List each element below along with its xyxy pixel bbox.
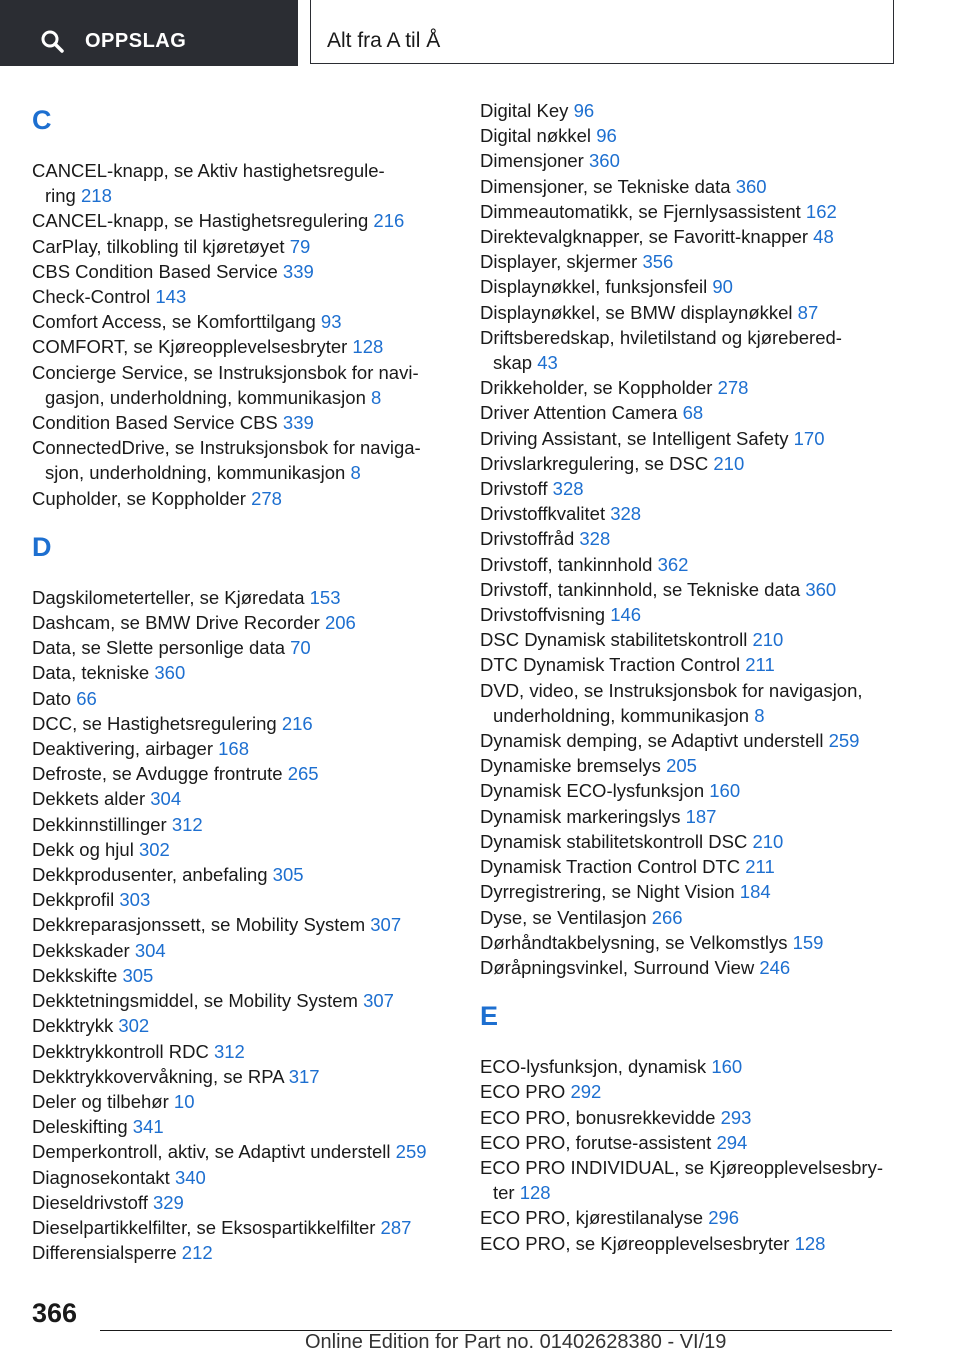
index-entry (32, 660, 452, 685)
page-link[interactable]: 259 (395, 1141, 427, 1163)
index-entry-text: Drivslarkregulering, se DSC (480, 452, 709, 474)
index-column-left (32, 98, 452, 1265)
index-entry (32, 736, 452, 761)
page-link[interactable]: 68 (682, 402, 704, 424)
index-entry-text: DSC Dynamisk stabilitetskontroll (480, 629, 748, 651)
index-entry-text: Dieseldrivstoff (32, 1191, 148, 1213)
page-link[interactable]: 259 (828, 730, 860, 752)
index-entry-text: Data, se Slette personlige data (32, 637, 285, 659)
page-link[interactable]: 212 (181, 1242, 213, 1264)
page-link[interactable]: 206 (324, 612, 356, 634)
page-link[interactable]: 307 (363, 990, 394, 1012)
page-link[interactable]: 160 (711, 1056, 743, 1078)
index-entry-text: Drivstoff (480, 478, 548, 500)
page-link[interactable]: 8 (754, 704, 765, 726)
index-entry (32, 912, 452, 937)
index-letter-heading: D (32, 531, 52, 562)
page-link[interactable]: 153 (309, 586, 341, 608)
index-entry (32, 1064, 452, 1089)
page-link[interactable]: 170 (793, 427, 825, 449)
index-entry (480, 1105, 920, 1130)
index-entry (480, 400, 920, 425)
index-entry-text: CBS Condition Based Service (32, 260, 278, 282)
index-entry-text: Dørhåndtakbelysning, se Velkomstlys (480, 931, 788, 953)
page-link[interactable]: 360 (805, 578, 837, 600)
index-entry-text: Displayer, skjermer (480, 251, 638, 273)
section-title-tab[interactable] (310, 0, 894, 64)
page-link[interactable]: 265 (287, 763, 319, 785)
index-entry (480, 249, 920, 274)
page-link[interactable]: 146 (610, 604, 642, 626)
page-link[interactable]: 210 (713, 452, 745, 474)
index-entry-text: Displaynøkkel, funksjonsfeil (480, 276, 708, 298)
page-link[interactable]: 360 (735, 175, 767, 197)
index-entry-text: Dashcam, se BMW Drive Recorder (32, 612, 320, 634)
index-entry-text: Dynamisk demping, se Adaptivt understell (480, 730, 824, 752)
index-entry (32, 1114, 452, 1139)
section-tab-label: OPPSLAG (85, 30, 187, 52)
index-entry (32, 259, 452, 284)
index-entry (480, 652, 920, 677)
index-entry-continuation: ring (45, 185, 76, 207)
index-entry-text: Data, tekniske (32, 662, 150, 684)
index-entry (32, 761, 452, 786)
page-link[interactable]: 48 (813, 226, 834, 248)
index-entry (480, 451, 920, 476)
index-entry-text: Dekkskader (32, 939, 130, 961)
index-entry-text: Drikkeholder, se Koppholder (480, 377, 713, 399)
page-link[interactable]: 8 (371, 386, 382, 408)
index-entry (32, 812, 452, 837)
index-entry-text: Cupholder, se Koppholder (32, 487, 246, 509)
index-entry (480, 174, 920, 199)
page-link[interactable]: 96 (596, 125, 617, 147)
page-link[interactable]: 128 (519, 1182, 551, 1204)
page-link[interactable]: 128 (794, 1232, 826, 1254)
index-entry-text: Deleskifting (32, 1116, 128, 1138)
index-entry (480, 627, 920, 652)
index-entry-text: Dekkskifte (32, 964, 118, 986)
index-entry-text: Digital Key (480, 100, 569, 121)
section-tab[interactable] (0, 0, 298, 66)
index-entry-text: Dekkprodusenter, anbefaling (32, 864, 268, 886)
page-link[interactable]: 216 (373, 210, 405, 232)
index-entry (32, 1215, 452, 1240)
index-entry (480, 829, 920, 854)
index-entry (480, 476, 920, 501)
page-link[interactable]: 87 (797, 301, 819, 323)
page-link[interactable]: 339 (282, 260, 314, 282)
index-entry-text: ECO PRO, se Kjøreopplevelsesbryter (480, 1232, 790, 1254)
index-entry (480, 199, 920, 224)
index-entry-continuation: sjon, underholdning, kommunikasjon (45, 462, 346, 484)
index-entry-text: Drivstoffvisning (480, 604, 606, 626)
page-link[interactable]: 304 (150, 788, 182, 810)
index-entry-continuation: underholdning, kommunikasjon (493, 704, 750, 726)
page-link[interactable]: 294 (716, 1131, 748, 1153)
page-link[interactable]: 159 (792, 931, 824, 953)
page-link[interactable]: 168 (218, 738, 249, 760)
index-entry-text: Døråpningsvinkel, Surround View (480, 956, 755, 978)
page-link[interactable]: 293 (720, 1106, 752, 1128)
index-entry (32, 988, 452, 1013)
index-entry (480, 375, 920, 400)
index-entry (32, 711, 452, 736)
page-link[interactable]: 216 (281, 712, 313, 734)
index-entry-text: Dato (32, 687, 72, 709)
index-entry-text: Dagskilometerteller, se Kjøredata (32, 586, 305, 608)
page-link[interactable]: 287 (380, 1216, 412, 1238)
page-link[interactable]: 210 (752, 629, 784, 651)
index-entry-text: Comfort Access, se Komforttilgang (32, 311, 316, 333)
index-entry (32, 158, 452, 208)
index-entry-text: Drivstoffråd (480, 528, 575, 550)
index-entry-text: Dieselpartikkelfilter, se Eksospartikkelfilter (32, 1216, 376, 1238)
index-entry (480, 1231, 920, 1256)
index-entry-text: Dynamisk stabilitetskontroll DSC (480, 830, 748, 852)
index-entry (480, 426, 920, 451)
page-link[interactable]: 205 (666, 755, 697, 777)
page-link[interactable]: 312 (213, 1040, 245, 1062)
page-link[interactable]: 360 (154, 662, 186, 684)
index-entry (480, 778, 920, 803)
index-entry (480, 854, 920, 879)
index-entry-text: Deler og tilbehør (32, 1090, 169, 1112)
index-entry (480, 552, 920, 577)
index-entry-text: ECO PRO INDIVIDUAL, se Kjøreopplevelsesbry- (480, 1156, 884, 1178)
index-entry (480, 804, 920, 829)
index-entry-text: Driving Assistant, se Intelligent Safety (480, 427, 789, 449)
index-entry-text: Dekkets alder (32, 788, 146, 810)
index-letter-heading: C (32, 105, 52, 135)
page-link[interactable]: 278 (717, 377, 749, 399)
page-link[interactable]: 79 (289, 235, 311, 257)
section-title: Alt fra A til Å (327, 29, 441, 52)
page-link[interactable]: 266 (651, 906, 683, 928)
index-entry-text: Dyse, se Ventilasjon (480, 906, 647, 928)
page-link[interactable]: 303 (119, 889, 151, 911)
index-entry-text: ConnectedDrive, se Instruksjonsbok for naviga- (32, 437, 421, 459)
index-entry (32, 334, 452, 359)
index-entry (32, 1240, 452, 1265)
index-entry-text: Dynamisk Traction Control DTC (480, 856, 741, 878)
index-entry (480, 1155, 920, 1205)
index-entry-text: Demperkontroll, aktiv, se Adaptivt understell (32, 1141, 391, 1163)
index-entry-text: Dekktrykkovervåkning, se RPA (32, 1065, 284, 1087)
page-link[interactable]: 312 (171, 813, 203, 835)
page-link[interactable]: 10 (173, 1090, 195, 1112)
index-entry (480, 1205, 920, 1230)
index-entry-text: DVD, video, se Instruksjonsbok for navigasjon, (480, 679, 863, 701)
index-entry-text: Drivstoff, tankinnhold, se Tekniske data (480, 578, 801, 600)
index-entry (32, 486, 452, 511)
index-entry (32, 862, 452, 887)
index-entry (32, 585, 452, 610)
page-link[interactable]: 329 (152, 1191, 184, 1213)
header-bar (0, 0, 960, 66)
index-entry (480, 274, 920, 299)
page-link[interactable]: 162 (805, 200, 837, 222)
page-link[interactable]: 328 (610, 503, 642, 525)
index-entry (480, 728, 920, 753)
page-link[interactable]: 218 (81, 185, 112, 207)
index-entry-continuation: skap (493, 352, 533, 374)
page-link[interactable]: 246 (759, 956, 791, 978)
index-entry (32, 309, 452, 334)
index-entry (32, 234, 452, 259)
index-entry (480, 1130, 920, 1155)
index-entry-text: ECO-lysfunksjon, dynamisk (480, 1056, 707, 1078)
index-entry-text: CANCEL-knapp, se Aktiv hastighetsregule- (32, 160, 385, 181)
index-entry (480, 602, 920, 627)
index-entry (32, 1190, 452, 1215)
index-entry (32, 938, 452, 963)
index-column-right (480, 98, 920, 1256)
page-link[interactable]: 8 (350, 462, 361, 484)
index-entry-text: DCC, se Hastighetsregulering (32, 712, 277, 734)
index-entry (32, 1013, 452, 1038)
page-link[interactable]: 356 (642, 251, 674, 273)
index-entry-text: Driftsberedskap, hviletilstand og kjørebered- (480, 326, 842, 348)
index-entry (480, 678, 920, 728)
index-entry-text: Dyrregistrering, se Night Vision (480, 881, 735, 903)
index-entry-text: Dekktrykk (32, 1015, 114, 1037)
index-entry-text: Deaktivering, airbager (32, 738, 213, 760)
index-entry-text: Dimensjoner (480, 150, 584, 172)
index-entry (32, 837, 452, 862)
index-entry (32, 963, 452, 988)
index-entry-text: Digital nøkkel (480, 125, 592, 147)
index-entry (32, 208, 452, 233)
index-entry (32, 1139, 452, 1164)
index-entry (32, 610, 452, 635)
page-number: 366 (32, 1298, 78, 1328)
index-entry-text: Dimensjoner, se Tekniske data (480, 175, 731, 197)
page-link[interactable]: 66 (76, 687, 97, 709)
index-entry-text: COMFORT, se Kjøreopplevelsesbryter (32, 336, 348, 358)
page-link[interactable]: 339 (282, 412, 314, 434)
index-entry (480, 325, 920, 375)
index-entry-text: Drivstoff, tankinnhold (480, 553, 653, 575)
index-entry (32, 887, 452, 912)
page-link[interactable]: 128 (352, 336, 384, 358)
index-entry-continuation: ter (493, 1182, 515, 1204)
page-link[interactable]: 302 (118, 1015, 150, 1037)
index-entry (480, 224, 920, 249)
index-entry (480, 577, 920, 602)
index-entry (480, 300, 920, 325)
page-link[interactable]: 93 (320, 311, 342, 333)
page-link[interactable]: 307 (370, 914, 402, 936)
page-link[interactable]: 317 (288, 1065, 320, 1087)
search-icon (40, 29, 64, 53)
index-entry-text: Dekktetningsmiddel, se Mobility System (32, 990, 358, 1012)
index-entry (480, 1079, 920, 1104)
index-entry-text: Displaynøkkel, se BMW displaynøkkel (480, 301, 793, 323)
index-entry (480, 1054, 920, 1079)
page-link[interactable]: 340 (174, 1166, 206, 1188)
index-entry (480, 930, 920, 955)
index-entry (32, 410, 452, 435)
index-entry-text: CANCEL-knapp, se Hastighetsregulering (32, 210, 369, 232)
index-entry-text: Defroste, se Avdugge frontrute (32, 763, 283, 785)
index-entry-text: Condition Based Service CBS (32, 412, 278, 434)
page-link[interactable]: 328 (579, 528, 611, 550)
page-link[interactable]: 184 (739, 881, 771, 903)
index-entry-text: ECO PRO, forutse-assistent (480, 1131, 712, 1153)
page-link[interactable]: 360 (589, 150, 620, 172)
index-entry (32, 635, 452, 660)
page-link[interactable]: 160 (709, 780, 741, 802)
index-entry (480, 501, 920, 526)
index-entry-text: ECO PRO, kjørestilanalyse (480, 1207, 704, 1229)
index-entry (32, 1039, 452, 1064)
page-link[interactable]: 70 (290, 637, 311, 659)
page-link[interactable]: 187 (685, 805, 717, 827)
index-entry (32, 435, 452, 485)
index-entry-text: Dekk og hjul (32, 838, 134, 860)
page-link[interactable]: 211 (745, 856, 775, 878)
index-entry-text: Dynamisk markeringslys (480, 805, 681, 827)
index-entry (480, 879, 920, 904)
index-entry-text: Dimmeautomatikk, se Fjernlysassistent (480, 200, 801, 222)
index-entry (32, 360, 452, 410)
index-entry-text: Concierge Service, se Instruksjonsbok for navi- (32, 361, 419, 383)
index-entry-text: ECO PRO, bonusrekkevidde (480, 1106, 716, 1128)
index-entry (480, 905, 920, 930)
index-entry-text: Check-Control (32, 286, 151, 308)
page-link[interactable]: 305 (272, 864, 304, 886)
page-link[interactable]: 341 (132, 1116, 164, 1138)
index-entry-text: Differensialsperre (32, 1242, 177, 1264)
page-link[interactable]: 210 (752, 830, 784, 852)
page-link[interactable]: 143 (155, 286, 187, 308)
index-entry-text: Dekkprofil (32, 889, 115, 911)
index-entry-text: Driver Attention Camera (480, 402, 678, 424)
index-entry (480, 955, 920, 980)
index-entry-continuation: gasjon, underholdning, kommunikasjon (45, 386, 366, 408)
index-entry (480, 526, 920, 551)
index-entry-text: Dekktrykkontroll RDC (32, 1040, 209, 1062)
page-link[interactable]: 304 (134, 939, 166, 961)
page-link[interactable]: 96 (573, 100, 595, 121)
page-link[interactable]: 362 (657, 553, 689, 575)
page-link[interactable]: 292 (570, 1081, 602, 1103)
page-link[interactable]: 296 (708, 1207, 740, 1229)
index-entry (32, 686, 452, 711)
index-entry (32, 786, 452, 811)
index-entry-text: DTC Dynamisk Traction Control (480, 654, 741, 676)
index-entry (480, 148, 920, 173)
index-entry-text: Drivstoffkvalitet (480, 503, 606, 525)
page-link[interactable]: 302 (138, 838, 170, 860)
index-entry (480, 123, 920, 148)
index-entry-text: Dynamiske bremselys (480, 755, 661, 777)
page-link[interactable]: 305 (122, 964, 154, 986)
index-entry (32, 1089, 452, 1114)
index-entry (32, 284, 452, 309)
index-entry-text: CarPlay, tilkobling til kjøretøyet (32, 235, 285, 257)
index-entry-text: Dekkinnstillinger (32, 813, 167, 835)
index-letter-heading: E (480, 1001, 499, 1032)
index-entry (480, 753, 920, 778)
page-link[interactable]: 211 (745, 654, 775, 676)
index-entry (32, 1165, 452, 1190)
index-entry (480, 98, 920, 123)
edition-footer: Online Edition for Part no. 01402628380 - VI/19 (305, 1331, 727, 1353)
index-entry-text: Dynamisk ECO-lysfunksjon (480, 780, 705, 802)
index-entry-text: ECO PRO (480, 1081, 566, 1103)
index-entry-text: Dekkreparasjonssett, se Mobility System (32, 914, 366, 936)
index-entry-text: Diagnosekontakt (32, 1166, 170, 1188)
page-link[interactable]: 328 (552, 478, 584, 500)
page-link[interactable]: 90 (712, 276, 733, 298)
index-entry-text: Direktevalgknapper, se Favoritt-knapper (480, 226, 809, 248)
page-link[interactable]: 43 (537, 352, 558, 374)
page-link[interactable]: 278 (251, 487, 282, 509)
